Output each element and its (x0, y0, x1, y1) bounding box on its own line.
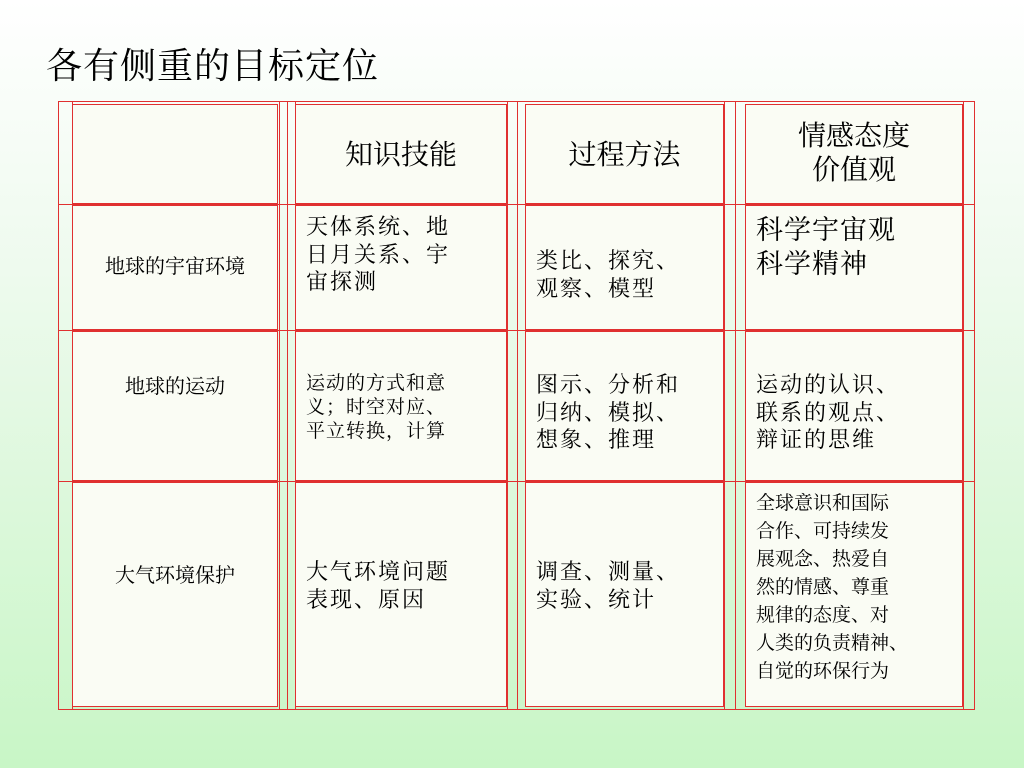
table-row-topic (72, 205, 278, 330)
header-label: 情感态度 价值观 (797, 119, 910, 186)
grid-line (963, 102, 964, 709)
table-cell-attitude (745, 482, 963, 707)
cell-text: 科学宇宙观 科学精神 (756, 215, 896, 280)
header-label: 知识技能 (344, 138, 457, 171)
grid-line (724, 102, 725, 709)
table-cell-process (525, 205, 724, 330)
cell-text: 调查、测量、 实验、统计 (536, 560, 681, 613)
row-topic-label: 大气环境保护 (115, 563, 235, 587)
cell-text: 天体系统、地 日月关系、宇 宙探测 (306, 215, 451, 295)
cell-text: 大气环境问题 表现、原因 (306, 560, 451, 613)
grid-line (735, 102, 736, 709)
cell-text: 图示、分析和 归纳、模拟、 想象、推理 (536, 373, 681, 453)
table-cell-attitude (745, 331, 963, 481)
table-row-topic (72, 482, 278, 707)
cell-text: 全球意识和国际 合作、可持续发 展观念、热爱自 然的情感、尊重 规律的态度、对 人类的负责精神、 自觉的环保行为 (756, 492, 909, 682)
grid-line (279, 102, 280, 709)
grid-line (287, 102, 288, 709)
table-cell-process (525, 331, 724, 481)
row-topic-label: 地球的运动 (125, 374, 225, 398)
grid-line (517, 102, 518, 709)
header-cell-knowledge (295, 104, 507, 204)
header-cell-corner (72, 104, 278, 204)
row-topic-label: 地球的宇宙环境 (105, 254, 245, 278)
cell-text: 运动的方式和意 义；时空对应、 平立转换，计算 (306, 372, 447, 442)
table-cell-knowledge (295, 205, 507, 330)
table-cell-knowledge (295, 331, 507, 481)
cell-text: 类比、探究、 观察、模型 (536, 249, 681, 302)
table-row-topic (72, 331, 278, 481)
table-cell-attitude (745, 205, 963, 330)
table-cell-knowledge (295, 482, 507, 707)
table-cell-process (525, 482, 724, 707)
slide-title: 各有侧重的目标定位 (46, 46, 380, 87)
goal-table (58, 101, 975, 710)
header-cell-process (525, 104, 724, 204)
header-cell-attitude (745, 104, 963, 204)
cell-text: 运动的认识、 联系的观点、 辩证的思维 (756, 373, 901, 453)
header-label: 过程方法 (568, 138, 681, 171)
grid-line (507, 102, 508, 709)
